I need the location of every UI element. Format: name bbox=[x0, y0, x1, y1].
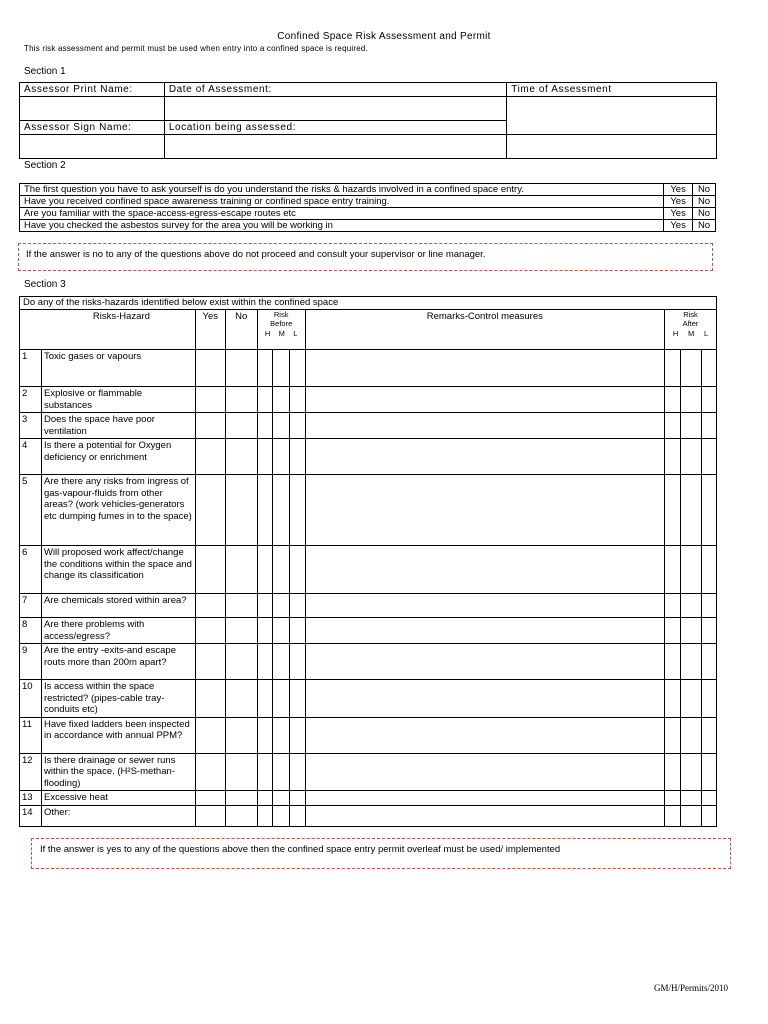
risk-before-h-cell[interactable] bbox=[257, 350, 272, 387]
risk-before-hml bbox=[258, 328, 305, 340]
risk-before-h-cell[interactable] bbox=[257, 475, 272, 546]
risk-before-m-cell[interactable] bbox=[272, 644, 289, 680]
section2-row bbox=[20, 208, 716, 220]
risk-after-l-cell[interactable] bbox=[701, 546, 716, 594]
section2-row bbox=[20, 196, 716, 208]
risk-before-h-cell[interactable] bbox=[257, 680, 272, 718]
section2-table bbox=[19, 183, 716, 232]
risk-after-h-cell[interactable] bbox=[664, 680, 680, 718]
no-cell[interactable] bbox=[225, 717, 257, 753]
section2-question: Are you familiar with the space-access-egress-escape routes etc bbox=[20, 208, 664, 220]
hazard-text: Toxic gases or vapours bbox=[41, 350, 195, 387]
row-number: 1 bbox=[20, 350, 42, 387]
row-number: 2 bbox=[20, 387, 42, 413]
section2-question: Have you received confined space awareness training or confined space entry training. bbox=[20, 196, 664, 208]
no-cell[interactable] bbox=[225, 439, 257, 475]
risk-before-l-cell[interactable] bbox=[289, 618, 305, 644]
h-label: H bbox=[672, 329, 679, 338]
no-checkbox[interactable]: No bbox=[693, 220, 716, 232]
row-number: 7 bbox=[20, 594, 42, 618]
section1-label: Section 1 bbox=[24, 66, 66, 77]
risk-before-h-cell[interactable] bbox=[257, 791, 272, 806]
col-no: No bbox=[225, 310, 257, 350]
remarks-cell[interactable] bbox=[305, 618, 664, 644]
risk-before-l-cell[interactable] bbox=[289, 387, 305, 413]
risk-after-m-cell[interactable] bbox=[680, 413, 701, 439]
hazard-text: Have fixed ladders been inspected in accordance with annual PPM? bbox=[41, 717, 195, 753]
risk-after-l-cell[interactable] bbox=[701, 717, 716, 753]
yes-checkbox[interactable]: Yes bbox=[664, 196, 693, 208]
risk-after-m-cell[interactable] bbox=[680, 680, 701, 718]
table-row bbox=[20, 644, 717, 680]
yes-cell[interactable] bbox=[195, 439, 225, 475]
risk-before-m-cell[interactable] bbox=[272, 805, 289, 826]
table-row bbox=[20, 753, 717, 791]
assessor-sign-name-label: Assessor Sign Name: bbox=[20, 121, 165, 135]
risk-after-hml bbox=[665, 328, 716, 340]
remarks-cell[interactable] bbox=[305, 413, 664, 439]
risk-after-l-cell[interactable] bbox=[701, 791, 716, 806]
no-checkbox[interactable]: No bbox=[693, 184, 716, 196]
risk-before-h-cell[interactable] bbox=[257, 387, 272, 413]
no-cell[interactable] bbox=[225, 475, 257, 546]
risk-after-label: Risk After bbox=[682, 310, 699, 328]
yes-cell[interactable] bbox=[195, 644, 225, 680]
risk-after-l-cell[interactable] bbox=[701, 753, 716, 791]
yes-checkbox[interactable]: Yes bbox=[664, 208, 693, 220]
section2-label: Section 2 bbox=[24, 160, 66, 171]
table-row bbox=[20, 594, 717, 618]
risk-after-h-cell[interactable] bbox=[664, 439, 680, 475]
m-label: M bbox=[687, 329, 695, 338]
no-cell[interactable] bbox=[225, 680, 257, 718]
risk-before-m-cell[interactable] bbox=[272, 618, 289, 644]
risk-after-m-cell[interactable] bbox=[680, 753, 701, 791]
risk-after-h-cell[interactable] bbox=[664, 717, 680, 753]
risk-after-l-cell[interactable] bbox=[701, 680, 716, 718]
no-cell[interactable] bbox=[225, 618, 257, 644]
remarks-cell[interactable] bbox=[305, 791, 664, 806]
table-row bbox=[20, 546, 717, 594]
hazard-text: Is there drainage or sewer runs within the space. (H²S-methan-flooding) bbox=[41, 753, 195, 791]
hazard-text: Other: bbox=[41, 805, 195, 826]
remarks-cell[interactable] bbox=[305, 753, 664, 791]
risk-after-m-cell[interactable] bbox=[680, 439, 701, 475]
section3-rows bbox=[20, 350, 717, 827]
section2-notice: If the answer is no to any of the questions above do not proceed and consult your supervisor or line manager. bbox=[18, 243, 713, 271]
table-row bbox=[20, 680, 717, 718]
time-of-assessment-field[interactable] bbox=[507, 97, 717, 135]
risk-after-m-cell[interactable] bbox=[680, 717, 701, 753]
risk-after-h-cell[interactable] bbox=[664, 350, 680, 387]
time-of-assessment-label: Time of Assessment bbox=[507, 83, 717, 97]
risk-before-h-cell[interactable] bbox=[257, 546, 272, 594]
risk-after-h-cell[interactable] bbox=[664, 805, 680, 826]
table-row bbox=[20, 413, 717, 439]
yes-cell[interactable] bbox=[195, 717, 225, 753]
hazard-text: Explosive or flammable substances bbox=[41, 387, 195, 413]
assessor-sign-name-field[interactable] bbox=[20, 135, 165, 159]
risk-before-l-cell[interactable] bbox=[289, 680, 305, 718]
risk-before-m-cell[interactable] bbox=[272, 753, 289, 791]
risk-after-l-cell[interactable] bbox=[701, 350, 716, 387]
table-row bbox=[20, 618, 717, 644]
hazard-text: Are the entry -exits-and escape routs more than 200m apart? bbox=[41, 644, 195, 680]
remarks-cell[interactable] bbox=[305, 805, 664, 826]
remarks-cell[interactable] bbox=[305, 546, 664, 594]
row-number: 4 bbox=[20, 439, 42, 475]
m-label: M bbox=[278, 329, 285, 338]
risk-after-m-cell[interactable] bbox=[680, 791, 701, 806]
yes-cell[interactable] bbox=[195, 680, 225, 718]
risk-before-m-cell[interactable] bbox=[272, 413, 289, 439]
table-row bbox=[20, 439, 717, 475]
location-being-assessed-field[interactable] bbox=[164, 135, 506, 159]
col-risks-hazard: Risks-Hazard bbox=[20, 310, 196, 350]
section2-question: The first question you have to ask yourself is do you understand the risks & hazards involved in a confined space entry. bbox=[20, 184, 664, 196]
yes-cell[interactable] bbox=[195, 387, 225, 413]
risk-before-l-cell[interactable] bbox=[289, 439, 305, 475]
section1-table bbox=[19, 82, 717, 159]
risk-before-h-cell[interactable] bbox=[257, 413, 272, 439]
table-row bbox=[20, 791, 717, 806]
risk-before-label: Risk Before bbox=[270, 310, 293, 328]
time-of-assessment-field-lower[interactable] bbox=[507, 135, 717, 159]
risk-before-h-cell[interactable] bbox=[257, 644, 272, 680]
hazard-text: Does the space have poor ventilation bbox=[41, 413, 195, 439]
col-remarks: Remarks-Control measures bbox=[305, 310, 664, 350]
risk-after-m-cell[interactable] bbox=[680, 644, 701, 680]
risk-after-l-cell[interactable] bbox=[701, 387, 716, 413]
yes-cell[interactable] bbox=[195, 791, 225, 806]
risk-before-m-cell[interactable] bbox=[272, 594, 289, 618]
risk-before-m-cell[interactable] bbox=[272, 717, 289, 753]
no-checkbox[interactable]: No bbox=[693, 208, 716, 220]
remarks-cell[interactable] bbox=[305, 680, 664, 718]
risk-before-l-cell[interactable] bbox=[289, 753, 305, 791]
no-cell[interactable] bbox=[225, 413, 257, 439]
row-number: 10 bbox=[20, 680, 42, 718]
risk-after-m-cell[interactable] bbox=[680, 350, 701, 387]
risk-after-m-cell[interactable] bbox=[680, 618, 701, 644]
table-row bbox=[20, 350, 717, 387]
risk-before-m-cell[interactable] bbox=[272, 387, 289, 413]
row-number: 6 bbox=[20, 546, 42, 594]
risk-after-h-cell[interactable] bbox=[664, 594, 680, 618]
yes-cell[interactable] bbox=[195, 350, 225, 387]
risk-after-h-cell[interactable] bbox=[664, 387, 680, 413]
risk-before-h-cell[interactable] bbox=[257, 439, 272, 475]
no-cell[interactable] bbox=[225, 594, 257, 618]
yes-checkbox[interactable]: Yes bbox=[664, 220, 693, 232]
section3-notice: If the answer is yes to any of the questions above then the confined space entry permit overleaf must be used/ implemented bbox=[31, 838, 731, 869]
risk-after-l-cell[interactable] bbox=[701, 439, 716, 475]
section3-table bbox=[19, 296, 717, 827]
row-number: 8 bbox=[20, 618, 42, 644]
section3-label: Section 3 bbox=[24, 279, 66, 290]
no-cell[interactable] bbox=[225, 350, 257, 387]
remarks-cell[interactable] bbox=[305, 475, 664, 546]
no-cell[interactable] bbox=[225, 387, 257, 413]
no-cell[interactable] bbox=[225, 753, 257, 791]
risk-before-l-cell[interactable] bbox=[289, 475, 305, 546]
remarks-cell[interactable] bbox=[305, 717, 664, 753]
risk-before-l-cell[interactable] bbox=[289, 594, 305, 618]
risk-before-h-cell[interactable] bbox=[257, 618, 272, 644]
no-cell[interactable] bbox=[225, 644, 257, 680]
section2-question: Have you checked the asbestos survey for the area you will be working in bbox=[20, 220, 664, 232]
yes-cell[interactable] bbox=[195, 546, 225, 594]
location-being-assessed-label: Location being assessed: bbox=[164, 121, 506, 135]
row-number: 3 bbox=[20, 413, 42, 439]
risk-after-l-cell[interactable] bbox=[701, 805, 716, 826]
risk-before-l-cell[interactable] bbox=[289, 644, 305, 680]
hazard-text: Excessive heat bbox=[41, 791, 195, 806]
risk-after-m-cell[interactable] bbox=[680, 594, 701, 618]
risk-after-h-cell[interactable] bbox=[664, 618, 680, 644]
risk-before-h-cell[interactable] bbox=[257, 717, 272, 753]
remarks-cell[interactable] bbox=[305, 350, 664, 387]
risk-before-h-cell[interactable] bbox=[257, 805, 272, 826]
risk-after-m-cell[interactable] bbox=[680, 387, 701, 413]
table-row bbox=[20, 805, 717, 826]
row-number: 12 bbox=[20, 753, 42, 791]
yes-checkbox[interactable]: Yes bbox=[664, 184, 693, 196]
risk-before-m-cell[interactable] bbox=[272, 350, 289, 387]
risk-before-l-cell[interactable] bbox=[289, 791, 305, 806]
l-label: L bbox=[293, 329, 298, 338]
col-risk-before bbox=[257, 310, 305, 350]
table-row bbox=[20, 717, 717, 753]
risk-after-l-cell[interactable] bbox=[701, 475, 716, 546]
remarks-cell[interactable] bbox=[305, 387, 664, 413]
yes-cell[interactable] bbox=[195, 475, 225, 546]
remarks-cell[interactable] bbox=[305, 594, 664, 618]
page-subtitle: This risk assessment and permit must be used when entry into a confined space is required. bbox=[24, 44, 368, 53]
risk-before-l-cell[interactable] bbox=[289, 717, 305, 753]
h-label: H bbox=[264, 329, 271, 338]
risk-after-h-cell[interactable] bbox=[664, 753, 680, 791]
risk-before-m-cell[interactable] bbox=[272, 680, 289, 718]
section3-intro: Do any of the risks-hazards identified below exist within the confined space bbox=[20, 297, 717, 310]
remarks-cell[interactable] bbox=[305, 439, 664, 475]
table-row bbox=[20, 475, 717, 546]
yes-cell[interactable] bbox=[195, 805, 225, 826]
risk-after-h-cell[interactable] bbox=[664, 791, 680, 806]
col-risk-after bbox=[664, 310, 716, 350]
footer-code: GM/H/Permits/2010 bbox=[654, 983, 729, 993]
risk-after-l-cell[interactable] bbox=[701, 413, 716, 439]
risk-after-h-cell[interactable] bbox=[664, 475, 680, 546]
risk-before-m-cell[interactable] bbox=[272, 791, 289, 806]
hazard-text: Is there a potential for Oxygen deficiency or enrichment bbox=[41, 439, 195, 475]
risk-after-m-cell[interactable] bbox=[680, 546, 701, 594]
risk-after-h-cell[interactable] bbox=[664, 546, 680, 594]
risk-after-h-cell[interactable] bbox=[664, 644, 680, 680]
row-number: 11 bbox=[20, 717, 42, 753]
section2-row bbox=[20, 184, 716, 196]
yes-cell[interactable] bbox=[195, 413, 225, 439]
hazard-text: Are chemicals stored within area? bbox=[41, 594, 195, 618]
risk-after-m-cell[interactable] bbox=[680, 805, 701, 826]
row-number: 5 bbox=[20, 475, 42, 546]
col-yes: Yes bbox=[195, 310, 225, 350]
row-number: 9 bbox=[20, 644, 42, 680]
hazard-text: Is access within the space restricted? (pipes-cable tray-conduits etc) bbox=[41, 680, 195, 718]
risk-after-m-cell[interactable] bbox=[680, 475, 701, 546]
risk-before-l-cell[interactable] bbox=[289, 413, 305, 439]
date-of-assessment-label: Date of Assessment: bbox=[164, 83, 506, 97]
l-label: L bbox=[703, 329, 709, 338]
assessor-print-name-field[interactable] bbox=[20, 97, 165, 121]
risk-after-h-cell[interactable] bbox=[664, 413, 680, 439]
no-checkbox[interactable]: No bbox=[693, 196, 716, 208]
table-row bbox=[20, 387, 717, 413]
risk-before-l-cell[interactable] bbox=[289, 546, 305, 594]
row-number: 13 bbox=[20, 791, 42, 806]
risk-before-l-cell[interactable] bbox=[289, 805, 305, 826]
no-cell[interactable] bbox=[225, 546, 257, 594]
risk-after-l-cell[interactable] bbox=[701, 618, 716, 644]
risk-before-m-cell[interactable] bbox=[272, 439, 289, 475]
hazard-text: Are there any risks from ingress of gas-vapour-fluids from other areas? (work vehicles-generators etc dumping fumes in to the space) bbox=[41, 475, 195, 546]
risk-before-l-cell[interactable] bbox=[289, 350, 305, 387]
risk-before-m-cell[interactable] bbox=[272, 475, 289, 546]
row-number: 14 bbox=[20, 805, 42, 826]
no-cell[interactable] bbox=[225, 805, 257, 826]
risk-before-m-cell[interactable] bbox=[272, 546, 289, 594]
date-of-assessment-field[interactable] bbox=[164, 97, 506, 121]
risk-after-l-cell[interactable] bbox=[701, 594, 716, 618]
hazard-text: Will proposed work affect/change the conditions within the space and change its classification bbox=[41, 546, 195, 594]
yes-cell[interactable] bbox=[195, 753, 225, 791]
yes-cell[interactable] bbox=[195, 594, 225, 618]
risk-after-l-cell[interactable] bbox=[701, 644, 716, 680]
page-title: Confined Space Risk Assessment and Permit bbox=[277, 31, 491, 42]
assessor-print-name-label: Assessor Print Name: bbox=[20, 83, 165, 97]
risk-before-h-cell[interactable] bbox=[257, 594, 272, 618]
yes-cell[interactable] bbox=[195, 618, 225, 644]
hazard-text: Are there problems with access/egress? bbox=[41, 618, 195, 644]
remarks-cell[interactable] bbox=[305, 644, 664, 680]
section2-row bbox=[20, 220, 716, 232]
risk-before-h-cell[interactable] bbox=[257, 753, 272, 791]
no-cell[interactable] bbox=[225, 791, 257, 806]
